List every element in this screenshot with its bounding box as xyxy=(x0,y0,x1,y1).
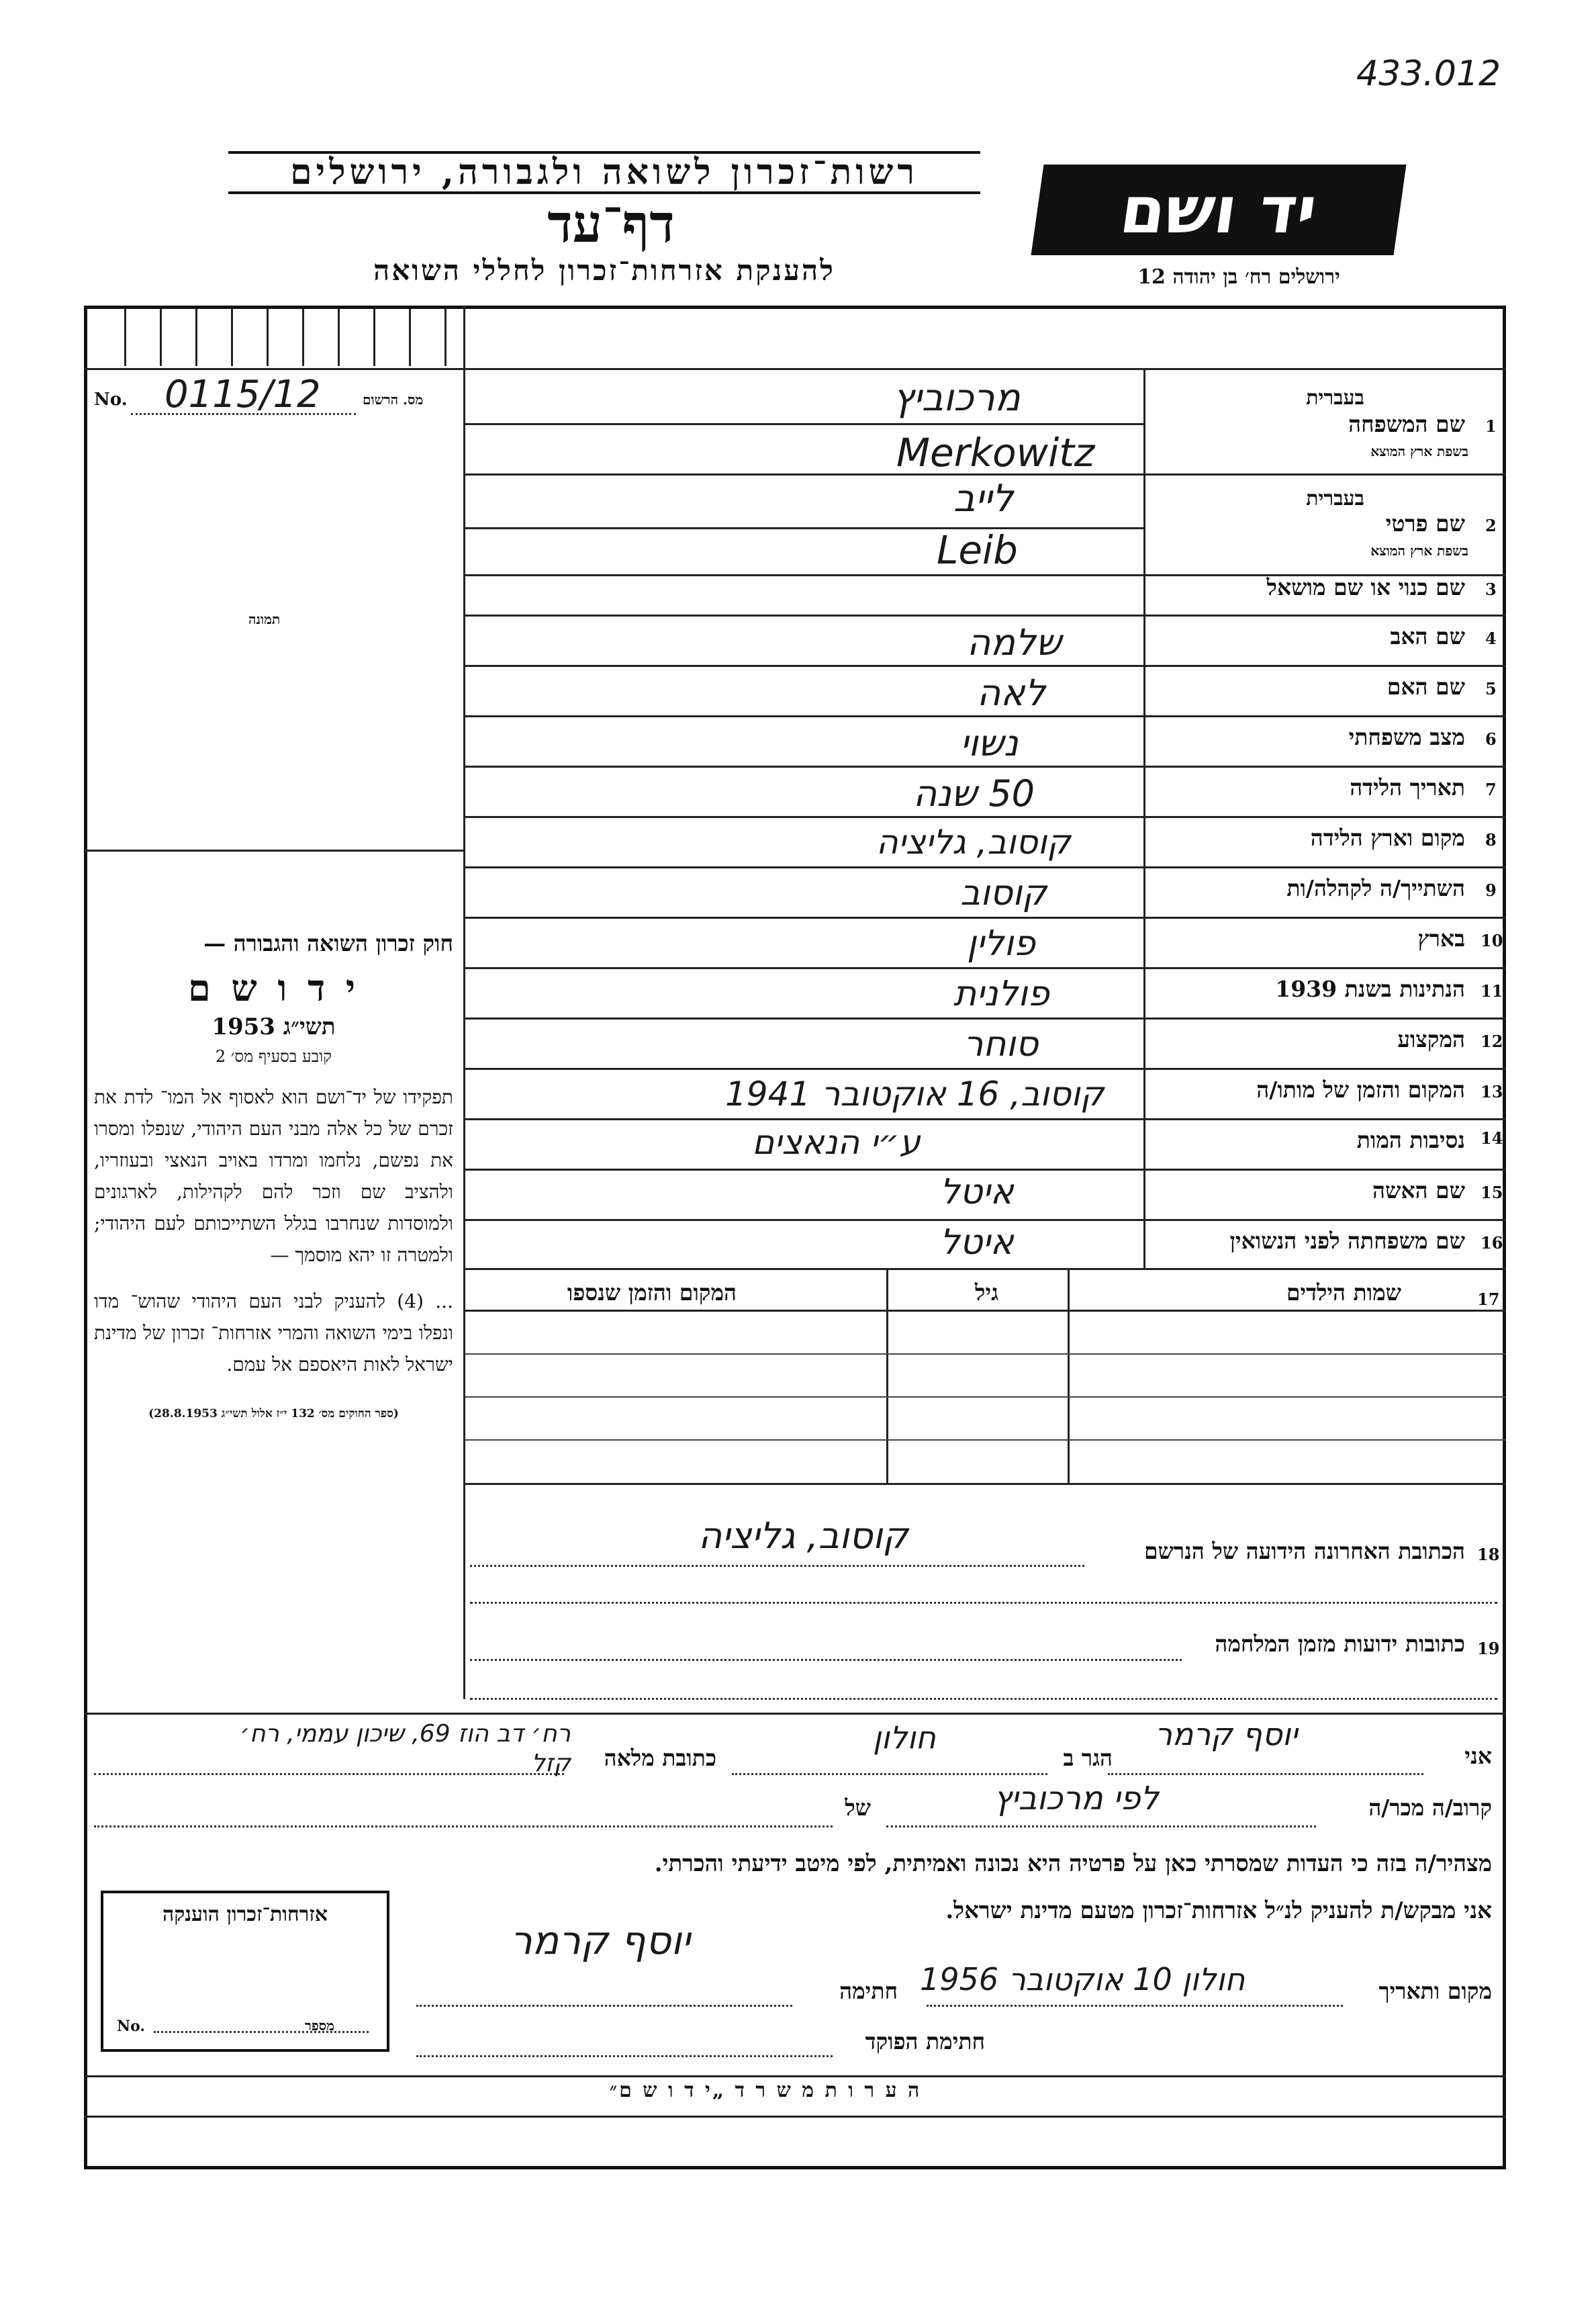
witness-relative-label: קרוב/ה מכר/ה xyxy=(1368,1795,1492,1821)
children-rows xyxy=(465,1312,1506,1443)
field-5-num: 5 xyxy=(1485,679,1497,698)
law-source: (ספר החוקים מס׳ 132 י״ז אלול תשי״ג 28.8.1953) xyxy=(148,1407,399,1420)
field-16-num: 16 xyxy=(1481,1233,1503,1253)
law-clause: קובע בסעיף מס׳ 2 xyxy=(215,1047,332,1066)
field-11-num: 11 xyxy=(1481,981,1503,1001)
office-notes-label: ה ע ר ו ת מ ש ר ד „י ד ו ש ם״ xyxy=(609,2079,922,2102)
field-14-num: 14 xyxy=(1481,1128,1503,1148)
witness-address-label: כתובת מלאה xyxy=(604,1745,716,1771)
field-17-num: 17 xyxy=(1477,1290,1500,1309)
witness-declaration: מצהיר/ה בזה כי העדות שמסרתי כאן על פרטיה היא נכונה ואמיתית, לפי מיטב ידיעתי והכרתי. xyxy=(654,1850,1492,1877)
yad-vashem-logo xyxy=(1031,165,1407,255)
field-19-num: 19 xyxy=(1477,1639,1500,1658)
field-7-label: תאריך הלידה xyxy=(1350,774,1465,801)
signature-label: חתימה xyxy=(839,1978,898,2004)
field-5-label: שם האם xyxy=(1387,674,1465,700)
field-18-num: 18 xyxy=(1477,1545,1500,1564)
field-14-value[interactable]: ע״י הנאצים xyxy=(752,1123,921,1162)
field-1-sub-hebrew: בעברית xyxy=(1306,386,1364,410)
law-para2: ... (4) להעניק לבני העם היהודי שהוש־ מדו ונפלו בימי השואה והמרי אזרחות־ זכרון של מדינת ישראל לאות היאספם אל עמם. xyxy=(94,1290,453,1375)
award-box xyxy=(101,1891,389,2052)
field-1-label: שם המשפחה xyxy=(1348,411,1465,437)
field-16-label: שם משפחתה לפני הנשואין xyxy=(1229,1228,1465,1254)
field-13-num: 13 xyxy=(1481,1082,1503,1101)
field-19-label: כתובות ידועות מזמן המלחמה xyxy=(1215,1631,1465,1657)
field-8-value[interactable]: קוסוב, גליציה xyxy=(876,823,1071,862)
field-2-sub-hebrew: בעברית xyxy=(1306,487,1364,510)
field-4-value[interactable]: שלמה xyxy=(967,621,1062,664)
field-1-sub-origin: בשפת ארץ המוצא xyxy=(1370,443,1468,459)
stub-cells xyxy=(91,309,460,366)
law-year: תשי״ג 1953 xyxy=(212,1013,336,1040)
field-12-num: 12 xyxy=(1481,1032,1503,1051)
officer-signature-label: חתימת הפוקד xyxy=(865,2028,985,2054)
law-heading: חוק זכרון השואה והגבורה — xyxy=(203,930,453,956)
photo-label: תמונה xyxy=(248,611,281,627)
field-14-label: נסיבות המות xyxy=(1356,1127,1465,1153)
award-title: אזרחות־זכרון הוענקה xyxy=(162,1903,328,1926)
field-12-label: המקצוע xyxy=(1397,1026,1465,1052)
witness-resident-label: הגר ב xyxy=(1063,1745,1113,1771)
registration-label: מס. הרשום xyxy=(363,392,424,408)
field-1-value-latin[interactable]: Merkowitz xyxy=(896,430,1095,476)
law-name: י ד ו ש ם xyxy=(187,966,360,1009)
authority-title: רשות־זכרון לשואה ולגבורה, ירושלים xyxy=(228,151,980,194)
form-subtitle: להענקת אזרחות־זכרון לחללי השואה xyxy=(373,254,835,287)
field-6-num: 6 xyxy=(1485,729,1497,749)
field-7-num: 7 xyxy=(1485,780,1497,799)
field-10-value[interactable]: פולין xyxy=(967,923,1035,964)
registration-no-label: No. xyxy=(94,390,128,410)
field-5-value[interactable]: לאה xyxy=(977,672,1046,714)
field-3-num: 3 xyxy=(1485,580,1497,599)
field-18-label: הכתובת האחרונה הידועה של הנרשם xyxy=(1143,1538,1465,1564)
witness-city[interactable]: חולון xyxy=(873,1719,936,1756)
field-1-value[interactable]: מרכוביץ xyxy=(893,376,1021,420)
field-8-num: 8 xyxy=(1485,830,1497,850)
field-16-value[interactable]: איטל xyxy=(940,1222,1014,1263)
witness-request: אני מבקש/ת להעניק לנ״ל אזרחות־זכרון מטעם מדינת ישראל. xyxy=(945,1897,1492,1924)
field-9-num: 9 xyxy=(1485,880,1497,900)
field-15-label: שם האשה xyxy=(1372,1177,1465,1204)
field-13-label: המקום והזמן של מותו/ה xyxy=(1256,1077,1465,1103)
witness-relative[interactable]: לפי מרכוביץ xyxy=(994,1780,1159,1817)
logo-address: ירושלים רח׳ בן יהודה 12 xyxy=(1137,265,1340,289)
witness-signature[interactable]: יוסף קרמר xyxy=(510,1917,690,1963)
law-box xyxy=(94,930,453,1420)
field-8-label: מקום וארץ הלידה xyxy=(1310,825,1465,851)
field-10-label: בארץ xyxy=(1417,925,1465,952)
witness-name[interactable]: יוסף קרמר xyxy=(1155,1716,1298,1752)
field-15-value[interactable]: איטל xyxy=(940,1172,1014,1212)
field-4-label: שם האב xyxy=(1390,623,1465,649)
field-9-value[interactable]: קוסוב xyxy=(960,873,1047,913)
field-11-value[interactable]: פולנית xyxy=(953,974,1049,1014)
place-date-label: מקום ותאריך xyxy=(1378,1978,1492,2004)
field-12-value[interactable]: סוחר xyxy=(964,1024,1039,1065)
field-4-num: 4 xyxy=(1485,629,1497,648)
children-col-names: שמות הילדים xyxy=(1286,1279,1401,1306)
field-2-value-latin[interactable]: Leib xyxy=(937,527,1018,573)
field-2-num: 2 xyxy=(1485,516,1497,535)
children-col-place: המקום והזמן שנספו xyxy=(567,1279,737,1306)
logo-text: יד ושם xyxy=(1115,172,1322,248)
field-3-label: שם כנוי או שם מושאל xyxy=(1266,574,1465,600)
field-11-label: הנתינות בשנת 1939 xyxy=(1275,976,1465,1002)
registration-number[interactable]: 0115/12 xyxy=(165,373,321,416)
award-no-label: No. xyxy=(117,2018,146,2035)
award-number-label: מספר xyxy=(305,2018,334,2034)
children-col-age: גיל xyxy=(975,1279,998,1306)
field-18-value[interactable]: קוסוב, גליציה xyxy=(698,1515,908,1557)
corner-note: 433.012 xyxy=(1356,54,1501,94)
field-1-num: 1 xyxy=(1485,416,1497,436)
field-7-value[interactable]: 50 שנה xyxy=(913,772,1035,815)
place-date-value[interactable]: חולון 10 אוקטובר 1956 xyxy=(920,1961,1246,1997)
form-title: דף־עד xyxy=(547,193,675,255)
witness-i-label: אני xyxy=(1464,1743,1492,1769)
field-10-num: 10 xyxy=(1481,931,1503,950)
field-13-value[interactable]: קוסוב, 16 אוקטובר 1941 xyxy=(725,1075,1105,1114)
field-9-label: השתייך/ה לקהלה/ות xyxy=(1286,875,1465,901)
field-2-sub-origin: בשפת ארץ המוצא xyxy=(1370,543,1468,559)
witness-address[interactable]: רח׳ דב הוז 69, שיכון עממי, רח׳ קזל xyxy=(240,1720,571,1777)
law-para1: תפקידו של יד־ושם הוא לאסוף אל המו־ לדת את זכרם של כל אלה מבני העם היהודי, שנפלו ומסרו את נפשם, נלחמו ומרדו באויב הנאצי ובעוזריו, ולהציב שם וזכר להם לקהילות, לארגונים ולמוסדות שנחרבו בגלל השתייכותם לעם היהודי; ולמטרה זו יהא מוסמך — xyxy=(94,1086,453,1266)
field-2-label: שם פרטי xyxy=(1385,510,1465,537)
field-6-value[interactable]: נשוי xyxy=(960,722,1019,764)
field-2-value[interactable]: לייב xyxy=(953,477,1014,521)
witness-of-label: של xyxy=(845,1795,871,1821)
field-6-label: מצב משפחתי xyxy=(1348,724,1465,750)
field-15-num: 15 xyxy=(1481,1183,1503,1202)
